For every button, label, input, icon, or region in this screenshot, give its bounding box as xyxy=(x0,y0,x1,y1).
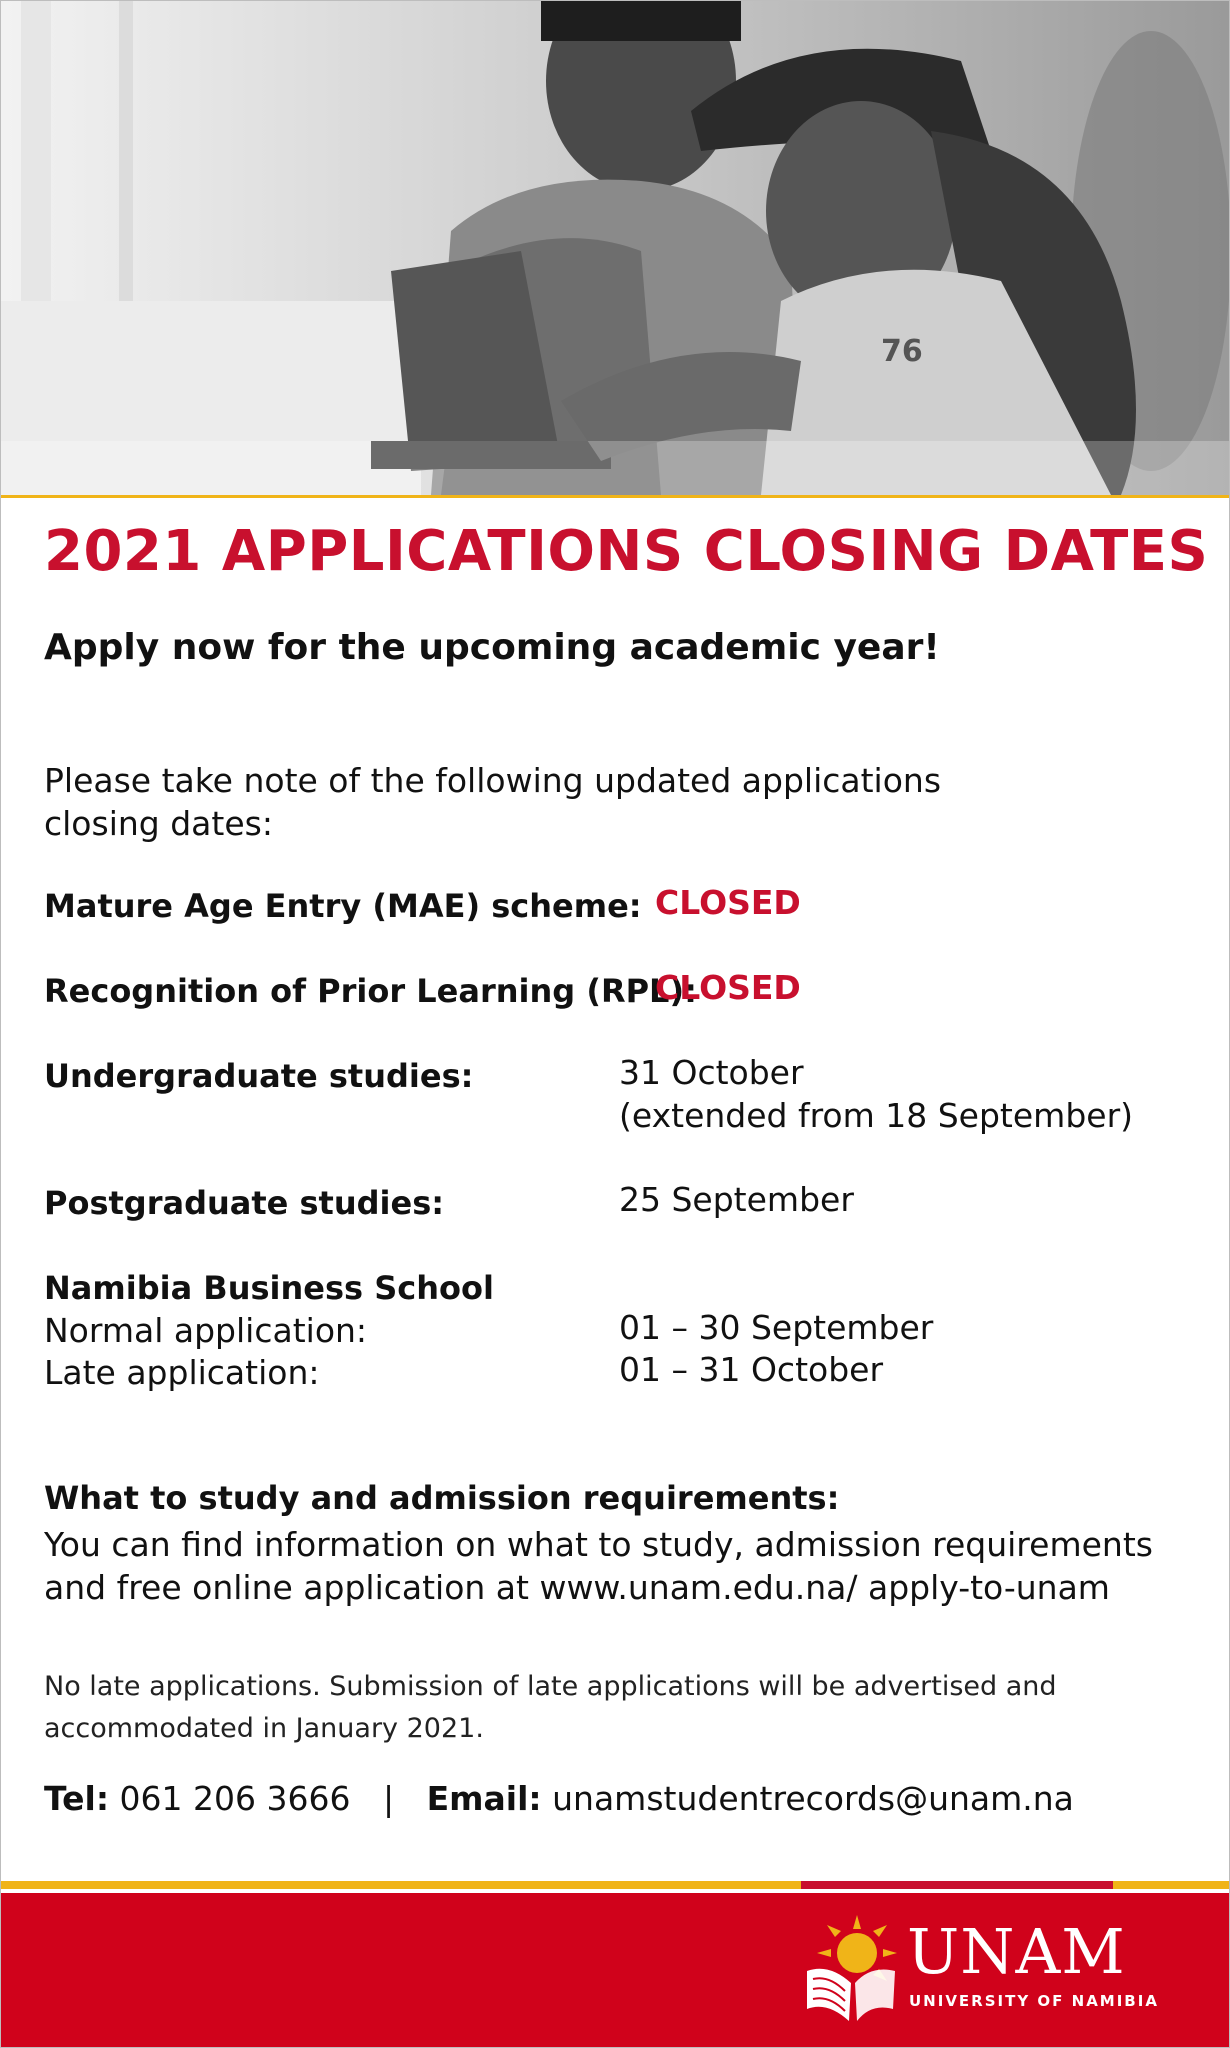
email-address[interactable]: unamstudentrecords@unam.na xyxy=(552,1779,1074,1818)
nbs-normal-date: 01 – 30 September xyxy=(619,1308,934,1347)
bottom-red-accent xyxy=(801,1881,1113,1889)
nbs-heading: Namibia Business School xyxy=(44,1269,494,1307)
unam-logo xyxy=(799,1913,1159,2025)
nbs-normal-label: Normal application: xyxy=(44,1311,368,1350)
students-photo xyxy=(1,1,1229,495)
top-divider xyxy=(1,495,1229,498)
undergraduate-note: (extended from 18 September) xyxy=(619,1096,1134,1135)
svg-text:76: 76 xyxy=(881,334,923,369)
late-applications-note: No late applications. Submission of late applications will be advertised and accommodated in January 2021. xyxy=(44,1671,1057,1744)
page-title: 2021 APPLICATIONS CLOSING DATES xyxy=(44,519,1209,584)
undergraduate-date: 31 October xyxy=(619,1053,804,1092)
mae-status: CLOSED xyxy=(655,883,801,922)
tel-label: Tel: xyxy=(44,1779,110,1818)
page-subtitle: Apply now for the upcoming academic year! xyxy=(44,627,940,668)
rpl-status: CLOSED xyxy=(655,968,801,1007)
contact-separator: | xyxy=(382,1779,395,1818)
tel-number[interactable]: 061 206 3666 xyxy=(119,1779,351,1818)
logo-wordmark: UNAM xyxy=(907,1915,1126,1988)
info-text: You can find information on what to study, admission requirements and free online application at www.unam.edu.na/ apply-to-unam xyxy=(44,1525,1153,1607)
intro-text: Please take note of the following updated applications closing dates: xyxy=(44,761,942,843)
rpl-label: Recognition of Prior Learning (RPL): xyxy=(44,972,697,1010)
email-label: Email: xyxy=(426,1779,542,1818)
logo-subtitle: UNIVERSITY OF NAMIBIA xyxy=(909,1992,1159,2010)
postgraduate-label: Postgraduate studies: xyxy=(44,1184,445,1222)
sun-book-icon xyxy=(799,1913,904,2025)
undergraduate-label: Undergraduate studies: xyxy=(44,1057,474,1095)
info-heading: What to study and admission requirements: xyxy=(44,1479,840,1517)
postgraduate-date: 25 September xyxy=(619,1180,854,1219)
contact-line xyxy=(44,1779,1074,1818)
mae-label: Mature Age Entry (MAE) scheme: xyxy=(44,887,642,925)
nbs-late-label: Late application: xyxy=(44,1353,320,1392)
nbs-late-date: 01 – 31 October xyxy=(619,1350,884,1389)
